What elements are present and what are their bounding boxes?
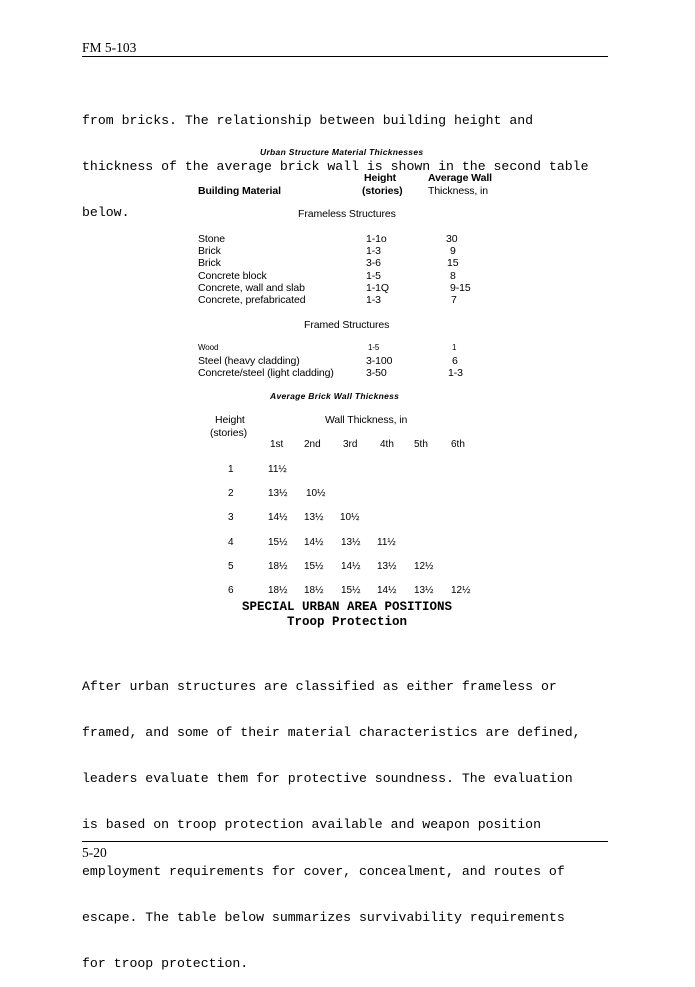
story-header: 1st [270,439,284,450]
thickness-cell: 13½ [377,561,397,572]
material-cell: Concrete/steel (light cladding) [198,367,334,380]
thickness-cell: 18½ [304,585,324,596]
thickness-cell: 14½ [304,537,324,548]
brick-col-header-height: Height [215,414,245,426]
thickness-cell: 18½ [268,585,288,596]
material-cell: Brick [198,257,221,270]
thickness-cell: 11½ [268,464,287,475]
body-line: escape. The table below summarizes survivability requirements [82,909,565,925]
brick-col-header-thickness: Wall Thickness, in [325,414,408,426]
table-row [198,269,456,282]
header-rule [82,56,608,57]
story-header: 3rd [343,439,358,450]
table-row [198,281,471,294]
thickness-cell: 10½ [340,512,360,523]
thickness-cell: 14½ [341,561,361,572]
thickness-cell: 10½ [306,488,326,499]
body-line: is based on troop protection available and weapon position [82,817,541,833]
frameless-section-title: Frameless Structures [298,208,396,220]
brick-row [0,561,695,575]
thickness-cell: 13½ [304,512,324,523]
story-header: 4th [380,439,394,450]
col-header-material: Building Material [198,185,281,197]
story-header-row [0,439,695,453]
body-line: leaders evaluate them for protective soundness. The evaluation [82,771,573,787]
material-cell: Stone [198,233,225,245]
body-line: framed, and some of their material characteristics are defined, [82,725,581,741]
thickness-cell: 18½ [268,561,288,572]
thickness-cell: 14½ [377,585,397,596]
page-number: 5-20 [82,845,107,860]
intro-line: thickness of the average brick wall is shown in the second table [82,159,589,175]
body-paragraph [82,648,581,987]
story-header: 5th [414,439,428,450]
thickness-cell: 15½ [304,561,324,572]
thickness-cell: 30 [446,233,458,245]
height-cell: 1-1Q [366,281,389,294]
thickness-cell: 14½ [268,512,288,523]
thickness-cell: 15 [447,257,459,270]
thickness-cell: 6 [452,355,458,368]
height-cell: 3 [228,512,234,523]
height-cell: 5 [228,561,234,572]
section-title-text: SPECIAL URBAN AREA POSITIONS [241,600,453,614]
brick-table-caption: Average Brick Wall Thickness [270,391,400,401]
framed-section-title: Framed Structures [304,319,390,331]
brick-row [0,512,695,526]
height-cell: 1-3 [366,293,381,306]
thickness-cell: 7 [451,293,457,306]
table-row [198,343,457,355]
thickness-cell: 8 [450,269,456,282]
running-header: FM 5-103 [82,40,137,55]
thickness-cell: 1 [452,343,457,352]
table-row [198,233,458,245]
material-cell: Concrete, wall and slab [198,281,305,294]
height-cell: 2 [228,488,234,499]
col-header-height: Height [364,172,397,184]
brick-row [0,464,695,478]
section-subtitle-text: Troop Protection [286,615,408,629]
intro-line: from bricks. The relationship between building height and [82,112,534,128]
thickness-cell: 13½ [268,488,288,499]
height-cell: 3-6 [366,257,381,270]
height-cell: 3-100 [366,355,393,368]
material-cell: Wood [198,343,219,352]
footer-rule [82,841,608,842]
intro-line: below. [82,205,130,221]
table-row [198,245,456,258]
height-cell: 1 [228,464,234,475]
thickness-cell: 9 [450,245,456,258]
body-line: for troop protection. [82,956,249,972]
framed-rows [198,343,463,380]
body-line: After urban structures are classified as either frameless or [82,678,557,694]
story-header: 2nd [304,439,321,450]
thickness-cell: 1-3 [448,367,463,380]
table-row [198,367,463,380]
story-header: 6th [451,439,465,450]
body-line: employment requirements for cover, concealment, and routes of [82,863,565,879]
table-row [198,257,459,270]
height-cell: 1-5 [366,269,381,282]
thickness-cell: 12½ [414,561,434,572]
thickness-cell: 13½ [341,537,361,548]
thickness-cell: 12½ [451,585,471,596]
material-table-caption: Urban Structure Material Thicknesses [260,147,424,157]
brick-row [0,488,695,502]
table-row [198,355,458,368]
height-cell: 1-3 [366,245,381,258]
thickness-cell: 15½ [341,585,361,596]
thickness-cell: 9-15 [450,281,471,294]
material-cell: Steel (heavy cladding) [198,355,300,368]
height-cell: 6 [228,585,234,596]
height-cell: 3-50 [366,367,387,380]
thickness-cell: 13½ [414,585,434,596]
brick-row [0,537,695,551]
thickness-cell: 15½ [268,537,288,548]
col-header-wall: Average Wall [428,172,492,184]
table-row [198,293,457,306]
brick-row [0,585,695,599]
frameless-rows [198,233,471,306]
col-header-wall-units: Thickness, in [428,185,488,197]
height-cell: 1-1o [366,233,387,245]
material-cell: Concrete block [198,269,267,282]
col-header-height-units: (stories) [362,185,403,197]
material-cell: Brick [198,245,221,258]
thickness-cell: 11½ [377,537,396,548]
height-cell: 1-5 [368,343,380,352]
height-cell: 4 [228,537,234,548]
material-cell: Concrete, prefabricated [198,293,306,306]
brick-col-header-height-units: (stories) [210,427,248,439]
